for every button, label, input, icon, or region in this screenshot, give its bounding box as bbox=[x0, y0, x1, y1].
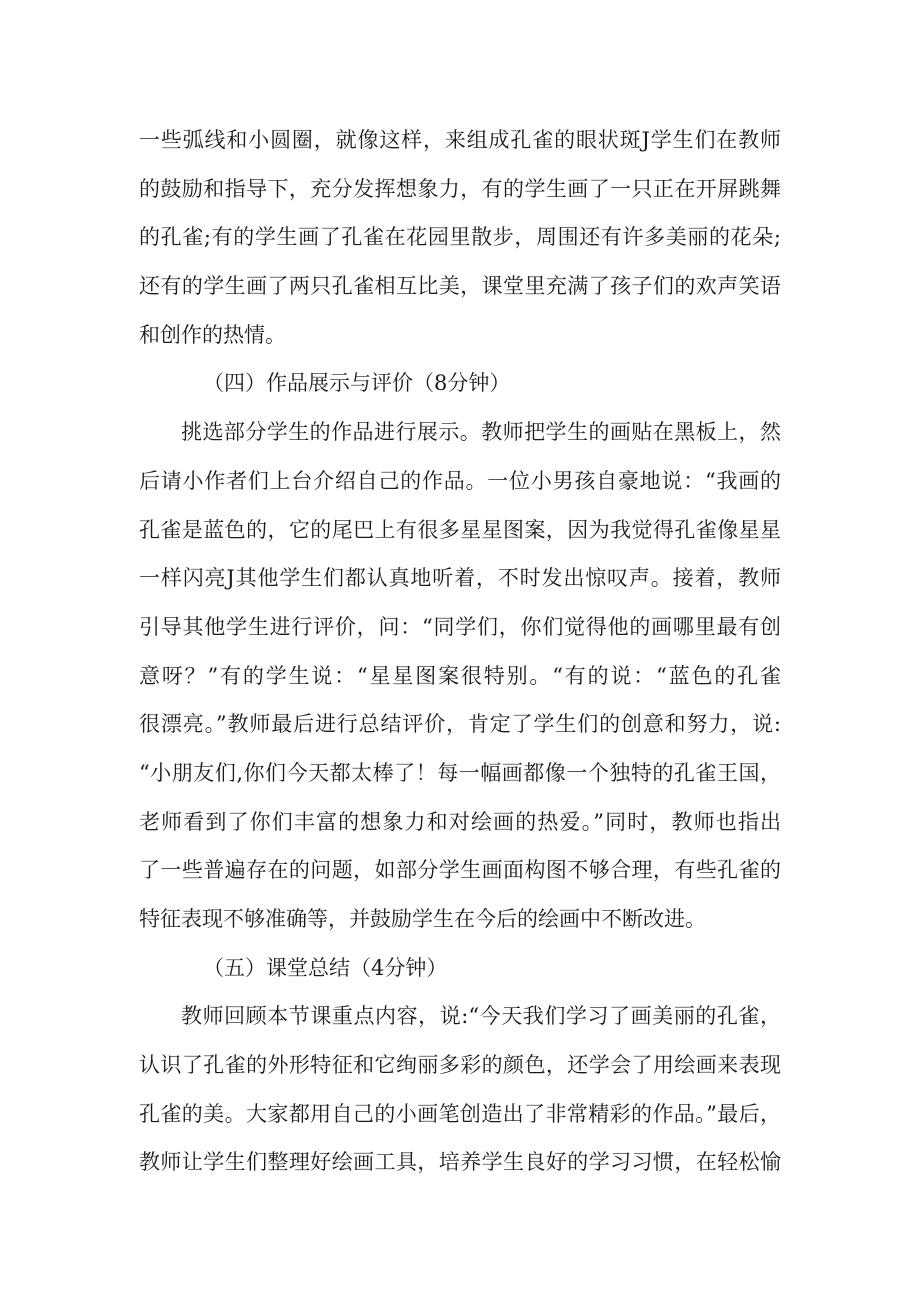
paragraph-first-line: 教师回顾本节课重点内容，说:“今天我们学习了画美丽的孔雀， bbox=[181, 1004, 781, 1029]
text-line: 的鼓励和指导下，充分发挥想象力，有的学生画了一只正在开屏跳舞 bbox=[139, 176, 781, 201]
text-line: 了一些普遍存在的问题，如部分学生画面构图不够合理，有些孔雀的 bbox=[139, 858, 781, 883]
text-line: 还有的学生画了两只孔雀相互比美，课堂里充满了孩子们的欢声笑语 bbox=[139, 274, 781, 299]
text-line: 孔雀是蓝色的，它的尾巴上有很多星星图案，因为我觉得孔雀像星星 bbox=[139, 517, 781, 542]
text-line: 特征表现不够准确等，并鼓励学生在今后的绘画中不断改进。 bbox=[139, 907, 706, 931]
text-line: 和创作的热情。 bbox=[139, 322, 286, 347]
text-line: 老师看到了你们丰富的想象力和对绘画的热爱。”同时，教师也指出 bbox=[139, 809, 781, 834]
section-heading: （五）课堂总结（4分钟） bbox=[203, 955, 448, 980]
paragraph-first-line: 挑选部分学生的作品进行展示。教师把学生的画贴在黑板上，然 bbox=[181, 420, 781, 445]
text-line: 一些弧线和小圆圈，就像这样，来组成孔雀的眼状斑J学生们在教师 bbox=[139, 128, 781, 152]
text-line: 引导其他学生进行评价，问：“同学们，你们觉得他的画哪里最有创 bbox=[139, 614, 781, 639]
text-line: 一样闪亮J其他学生们都认真地听着，不时发出惊叹声。接着，教师 bbox=[139, 566, 781, 591]
text-line: “小朋友们,你们今天都太棒了！每一幅画都像一个独特的孔雀王国， bbox=[139, 760, 781, 785]
document-body bbox=[139, 118, 781, 1189]
text-line: 的孔雀;有的学生画了孔雀在花园里散步，周围还有许多美丽的花朵; bbox=[139, 225, 781, 250]
text-line: 教师让学生们整理好绘画工具，培养学生良好的学习习惯，在轻松愉 bbox=[139, 1150, 781, 1175]
section-heading: （四）作品展示与评价（8分钟） bbox=[203, 371, 511, 396]
text-line: 很漂亮。”教师最后进行总结评价，肯定了学生们的创意和努力，说: bbox=[139, 712, 781, 737]
text-line: 认识了孔雀的外形特征和它绚丽多彩的颜色，还学会了用绘画来表现 bbox=[139, 1053, 781, 1078]
text-line: 孔雀的美。大家都用自己的小画笔创造出了非常精彩的作品。”最后， bbox=[139, 1101, 781, 1126]
text-line: 后请小作者们上台介绍自己的作品。一位小男孩自豪地说：“我画的 bbox=[139, 468, 781, 493]
text-line: 意呀？”有的学生说：“星星图案很特别。“有的说：“蓝色的孔雀 bbox=[139, 663, 781, 688]
